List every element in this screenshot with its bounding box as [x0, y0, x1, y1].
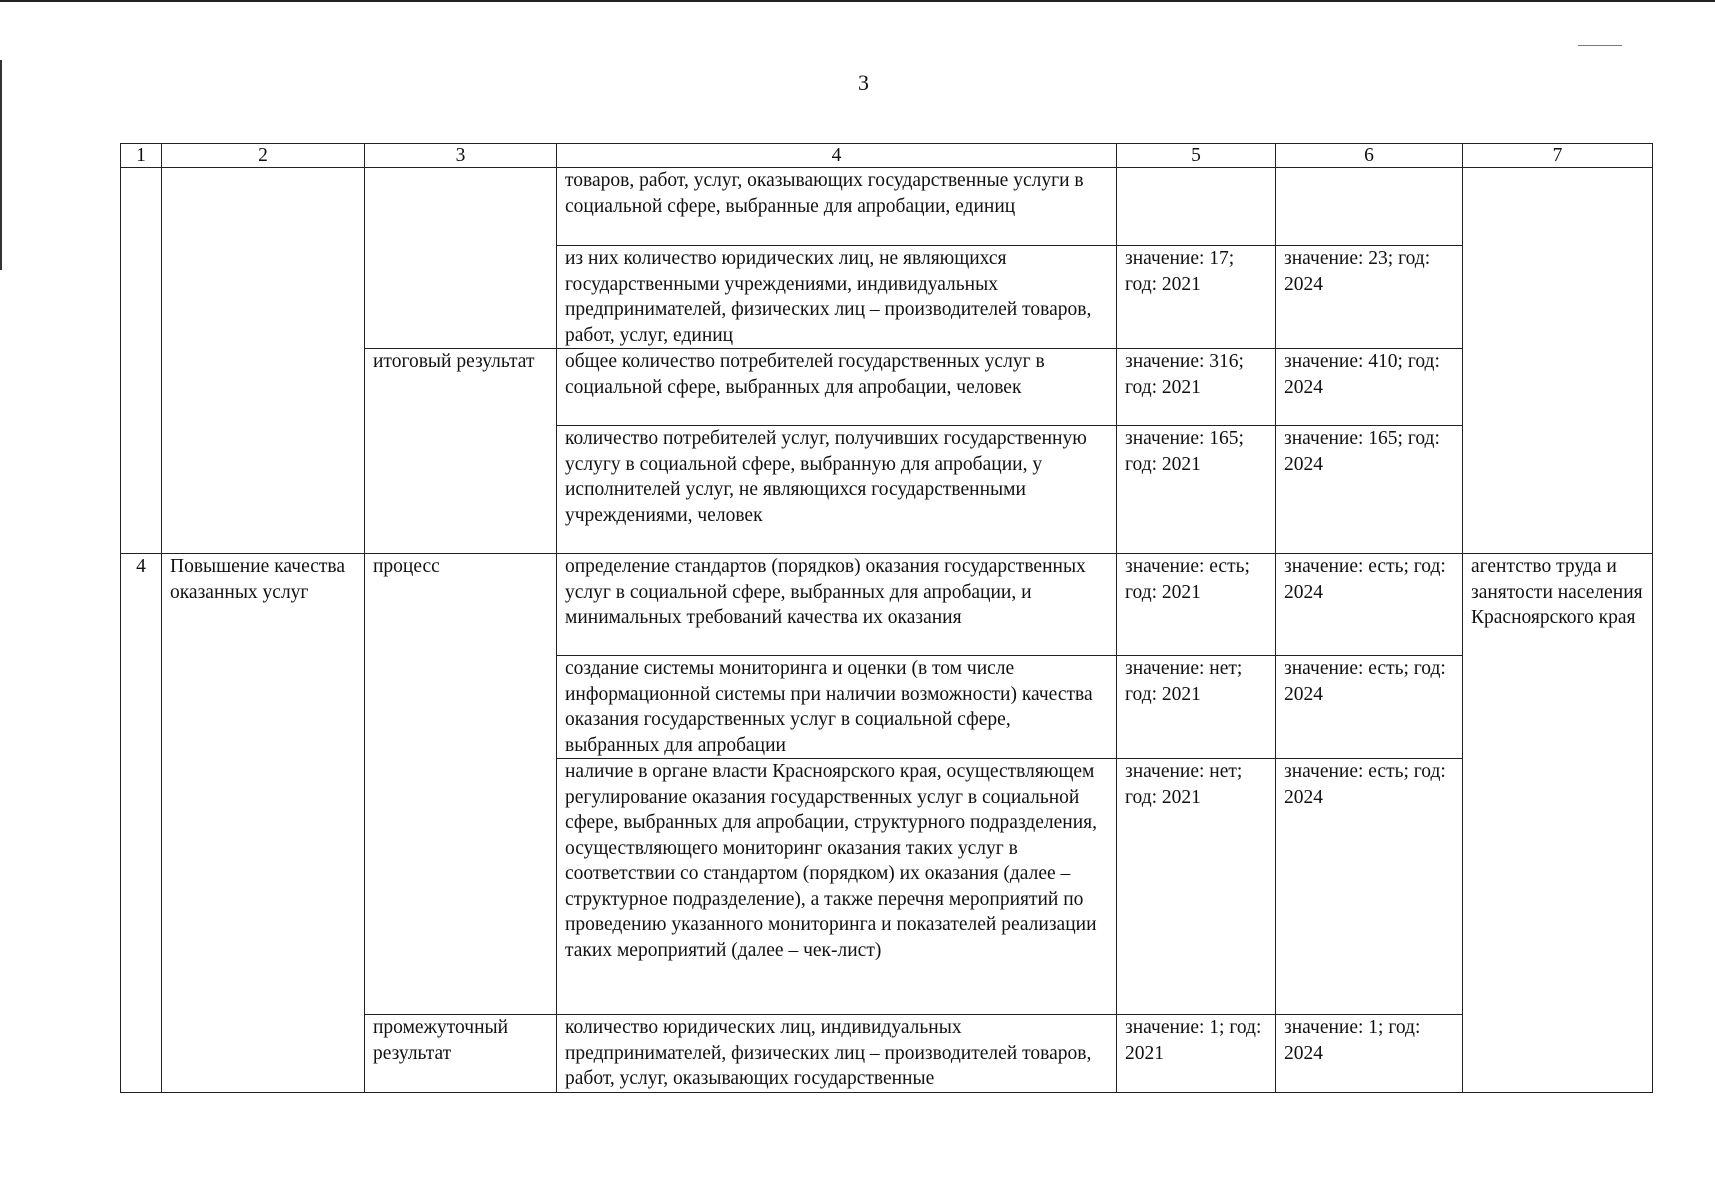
target-value-cell: значение: есть; год: 2024: [1276, 656, 1463, 759]
target-value-cell: значение: есть; год: 2024: [1276, 759, 1463, 1015]
page-number: 3: [858, 70, 869, 95]
base-value-cell: значение: нет; год: 2021: [1117, 759, 1276, 1015]
indicator-cell: определение стандартов (порядков) оказания государственных услуг в социальной сфере, выбранных для апробации, и минимальных требований качества их оказания: [557, 554, 1117, 656]
col-header-1: 1: [121, 144, 162, 168]
col-header-3: 3: [365, 144, 557, 168]
indicator-cell: количество потребителей услуг, получивших государственную услугу в социальной сфере, выбранную для апробации, у исполнителей услуг, не являющихся государственными учреждениями, человек: [557, 426, 1117, 554]
base-value-cell: значение: 165; год: 2021: [1117, 426, 1276, 554]
target-value-cell: значение: 410; год: 2024: [1276, 349, 1463, 426]
task-cell: [162, 168, 365, 554]
col-header-4: 4: [557, 144, 1117, 168]
row-number-cell: [121, 168, 162, 554]
result-type-cell: промежуточный результат: [365, 1015, 557, 1093]
target-value-cell: значение: 1; год: 2024: [1276, 1015, 1463, 1093]
base-value-cell: значение: есть; год: 2021: [1117, 554, 1276, 656]
result-type-cell: процесс: [365, 554, 557, 1015]
indicator-cell: общее количество потребителей государственных услуг в социальной сфере, выбранных для апробации, человек: [557, 349, 1117, 426]
target-value-cell: значение: 23; год: 2024: [1276, 246, 1463, 349]
indicator-cell: товаров, работ, услуг, оказывающих государственные услуги в социальной сфере, выбранные для апробации, единиц: [557, 168, 1117, 246]
target-value-cell: [1276, 168, 1463, 246]
col-header-6: 6: [1276, 144, 1463, 168]
indicators-table: [120, 143, 1653, 1093]
col-header-5: 5: [1117, 144, 1276, 168]
responsible-cell: агентство труда и занятости населения Красноярского края: [1463, 554, 1653, 1093]
indicator-cell: наличие в органе власти Красноярского края, осуществляющем регулирование оказания государственных услуг в социальной сфере, выбранных для апробации, структурного подразделения, осуществляющего мониторинг оказания таких услуг в соответствии со стандартом (порядком) их оказания (далее – структурное подразделение), а также перечня мероприятий по проведению указанного мониторинга и показателей реализации таких мероприятий (далее – чек-лист): [557, 759, 1117, 1015]
target-value-cell: значение: есть; год: 2024: [1276, 554, 1463, 656]
table-row: [121, 168, 1653, 246]
scan-left-edge: [0, 60, 2, 270]
base-value-cell: значение: 1; год: 2021: [1117, 1015, 1276, 1093]
indicator-cell: создание системы мониторинга и оценки (в том числе информационной системы при наличии возможности) качества оказания государственных услуг в социальной сфере, выбранных для апробации: [557, 656, 1117, 759]
scan-top-edge: [0, 0, 1715, 2]
row-number-cell: 4: [121, 554, 162, 1093]
result-type-cell: [365, 168, 557, 349]
responsible-cell: [1463, 168, 1653, 554]
base-value-cell: значение: 316; год: 2021: [1117, 349, 1276, 426]
base-value-cell: значение: нет; год: 2021: [1117, 656, 1276, 759]
base-value-cell: значение: 17; год: 2021: [1117, 246, 1276, 349]
target-value-cell: значение: 165; год: 2024: [1276, 426, 1463, 554]
col-header-7: 7: [1463, 144, 1653, 168]
table-row: [121, 554, 1653, 656]
result-type-cell: итоговый результат: [365, 349, 557, 554]
indicator-cell: из них количество юридических лиц, не являющихся государственными учреждениями, индивидуальных предпринимателей, физических лиц – производителей товаров, работ, услуг, единиц: [557, 246, 1117, 349]
scan-artifact: [1578, 45, 1622, 46]
base-value-cell: [1117, 168, 1276, 246]
task-cell: Повышение качества оказанных услуг: [162, 554, 365, 1093]
indicator-cell: количество юридических лиц, индивидуальных предпринимателей, физических лиц – производителей товаров, работ, услуг, оказывающих государственные: [557, 1015, 1117, 1093]
col-header-2: 2: [162, 144, 365, 168]
header-row: [121, 144, 1653, 168]
